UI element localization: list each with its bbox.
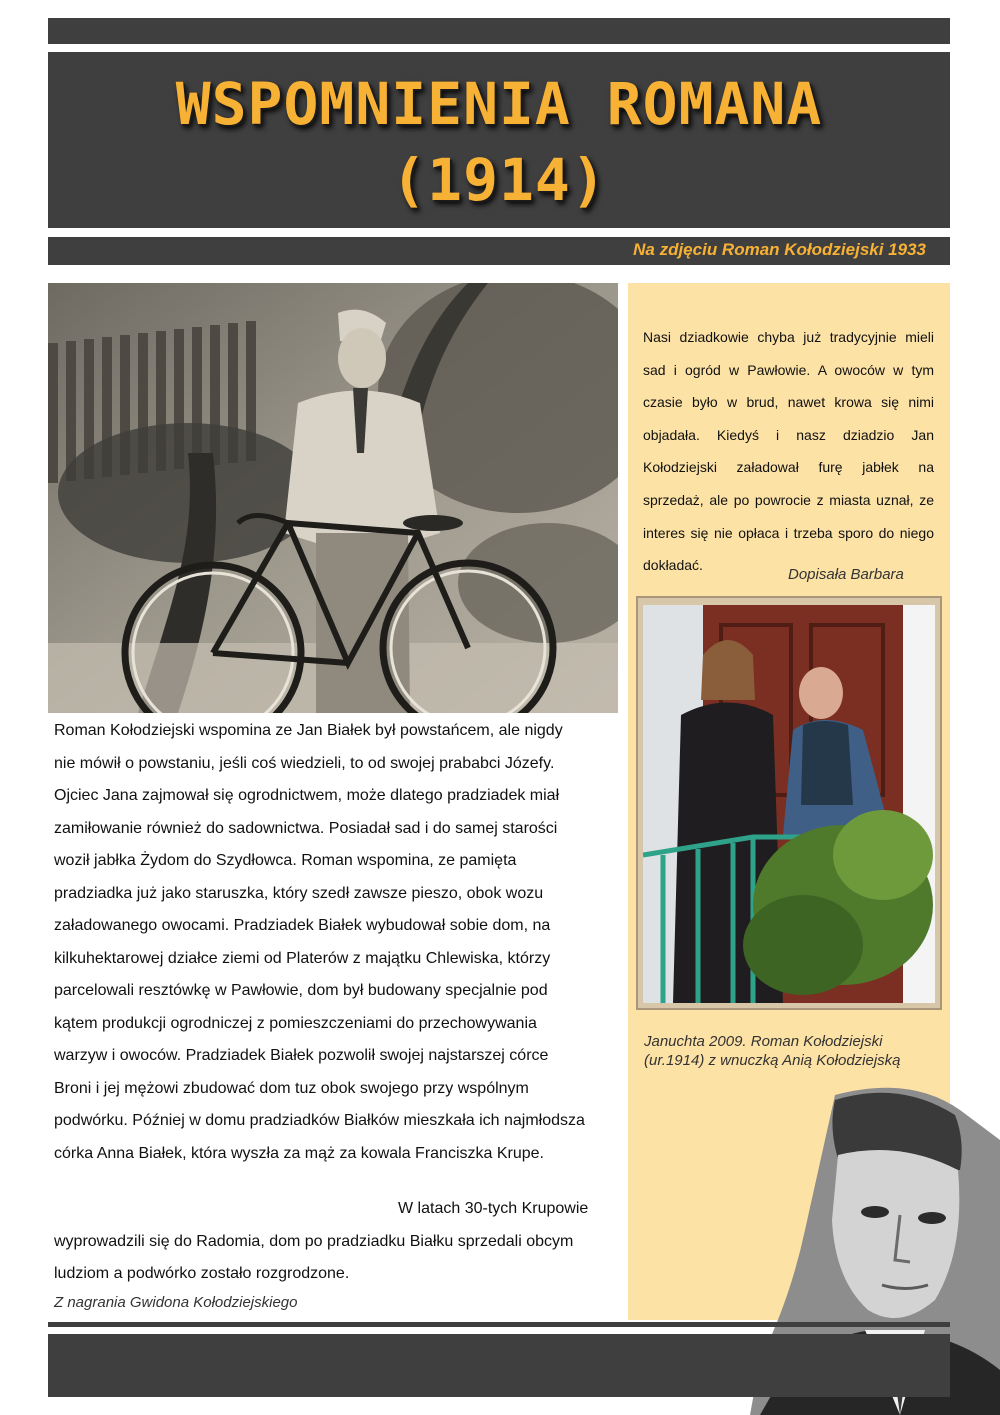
photo-man-with-bicycle — [48, 283, 618, 713]
main-text-line: zamiłowanie również do sadownictwa. Posiadał sad i do samej starości — [54, 819, 558, 837]
top-bar — [48, 18, 950, 44]
main-text-line: Ojciec Jana zajmował się ogrodnictwem, może dlatego pradziadek miał — [54, 787, 560, 804]
title-banner — [48, 52, 950, 228]
page-title-line-2: (1914) — [391, 146, 607, 214]
photo-caption: Na zdjęciu Roman Kołodziejski 1933 — [633, 240, 926, 259]
main-text-line: córka Anna Białek, która wyszła za mąż za kowala Franciszka Krupe. — [54, 1144, 544, 1162]
main-text-line: woził jabłka Żydom do Szydłowca. Roman wspomina, ze pamięta — [54, 852, 517, 869]
caption-bar — [48, 237, 950, 265]
main-text-line: kątem produkcji ogrodniczej z pomieszczeniami do przechowywania — [54, 1014, 537, 1032]
main-text-line: Broni i jej mężowi zbudować dom tuz obok swojego przy wspólnym — [54, 1079, 529, 1097]
main-text-continued — [54, 1193, 624, 1291]
bottom-bar-thin — [48, 1322, 950, 1327]
side-text: Nasi dziadkowie chyba już tradycyjnie mieli sad i ogród w Pawłowie. A owoców w tym czasie było w brud, nawet krowa się nimi objadała. Kiedyś i nasz dziadzio Jan Kołodziejski załadował furę jabłek na sprzedaż, ale po powrocie z miasta uznał, ze interes się nie opłaca i trzeba sporo do niego dokładać. — [643, 329, 934, 574]
main-signature: Z nagrania Gwidona Kołodziejskiego — [54, 1294, 298, 1311]
main-text-line: warzyw i owoców. Pradziadek Białek pozwolił swojej najstarszej córce — [54, 1047, 549, 1064]
main-text-line: pradziadka już jako staruszka, który szedł zawsze pieszo, obok wozu — [54, 884, 544, 902]
main-text-line: podwórku. Później w domu pradziadków Białków mieszkała ich najmłodsza — [54, 1112, 585, 1129]
photo-roman-with-granddaughter — [643, 605, 935, 1003]
main-text-line: ludziom a podwórko zostało rozgrodzone. — [54, 1265, 350, 1282]
page-title-line-1: WSPOMNIENIA ROMANA — [175, 70, 823, 138]
main-text-line: nie mówił o powstaniu, jeśli coś wiedzieli, to od swojej prababci Józefy. — [54, 754, 555, 772]
main-text-line: W latach 30-tych Krupowie — [398, 1200, 589, 1217]
main-text-line: kilkuhektarowej działce ziemi od Platerów z majątku Chlewiska, którzy — [54, 949, 551, 967]
main-text-line: załadowanego owocami. Pradziadek Białek wybudował sobie dom, na — [54, 917, 551, 934]
side-signature: Dopisała Barbara — [788, 566, 904, 583]
main-text-line: Roman Kołodziejski wspomina ze Jan Białek był powstańcem, ale nigdy — [54, 722, 563, 739]
main-text — [54, 715, 624, 1170]
pair-photo-caption: Januchta 2009. Roman Kołodziejski (ur.1914) z wnuczką Anią Kołodziejską — [644, 1033, 901, 1069]
main-text-line: wyprowadzili się do Radomia, dom po pradziadku Białku sprzedali obcym — [54, 1232, 574, 1250]
bottom-bar — [48, 1334, 950, 1397]
main-text-line: parcelowali resztówkę w Pawłowie, dom był budowany specjalnie pod — [54, 982, 548, 999]
